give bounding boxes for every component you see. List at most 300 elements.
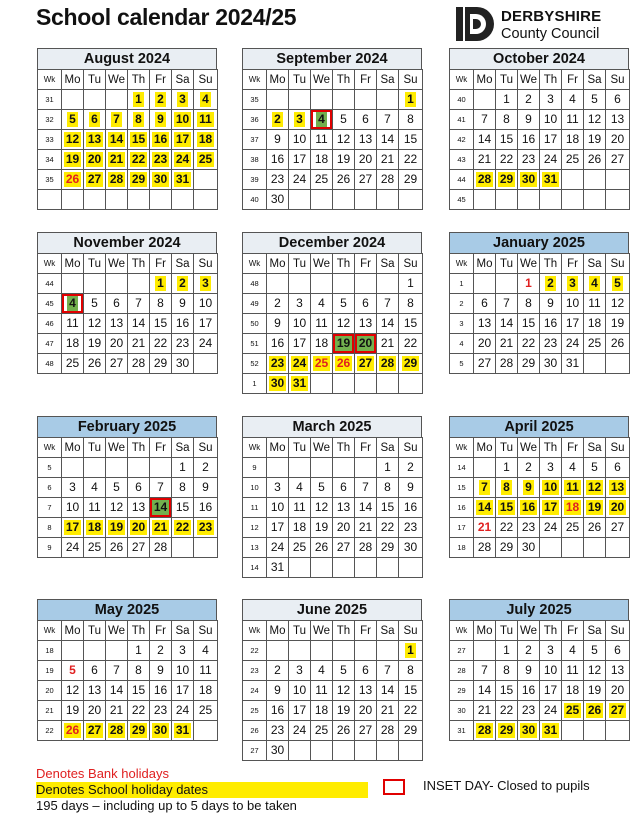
- day-cell: [496, 641, 518, 661]
- day-number: 10: [270, 500, 285, 514]
- week-number: 51: [243, 334, 267, 354]
- day-cell: [62, 274, 84, 294]
- day-number: 1: [157, 276, 164, 290]
- day-cell: [355, 741, 377, 761]
- day-cell: [518, 498, 540, 518]
- day-number: 4: [69, 296, 76, 310]
- day-cell: [562, 170, 584, 190]
- week-row: [450, 661, 630, 681]
- day-header: Wk: [243, 70, 267, 90]
- day-number: 28: [109, 172, 124, 186]
- day-cell: [377, 661, 399, 681]
- day-cell: [377, 130, 399, 150]
- day-cell: [584, 314, 606, 334]
- day-number: 10: [543, 112, 558, 126]
- day-cell: [377, 334, 399, 354]
- day-number: 27: [610, 152, 625, 166]
- day-cell: [194, 518, 218, 538]
- week-row: [450, 458, 630, 478]
- week-row: [38, 538, 218, 558]
- day-number: 11: [315, 683, 328, 697]
- week-number: 4: [450, 334, 474, 354]
- week-row: [450, 721, 630, 741]
- day-cell: [562, 701, 584, 721]
- week-number: 23: [243, 661, 267, 681]
- day-header: Su: [606, 438, 630, 458]
- day-number: 3: [547, 460, 554, 474]
- day-number: 21: [499, 336, 514, 350]
- week-row: [450, 314, 630, 334]
- day-number: 12: [610, 296, 625, 310]
- month-title: March 2025: [242, 416, 422, 437]
- day-header: Th: [540, 438, 562, 458]
- day-number: 9: [157, 112, 164, 126]
- day-cell: [496, 538, 518, 558]
- day-number: 26: [587, 152, 602, 166]
- day-header: Su: [606, 70, 630, 90]
- week-number: 50: [243, 314, 267, 334]
- day-number: 28: [380, 172, 395, 186]
- day-cell: [106, 661, 128, 681]
- day-cell: [267, 110, 289, 130]
- day-cell: [474, 641, 496, 661]
- day-cell: [84, 538, 106, 558]
- day-cell: [518, 518, 540, 538]
- day-number: 18: [292, 520, 307, 534]
- day-cell: [194, 354, 218, 374]
- day-number: 2: [525, 92, 532, 106]
- day-number: 12: [336, 683, 351, 697]
- week-number: 8: [38, 518, 62, 538]
- day-number: 5: [614, 276, 621, 290]
- day-number: 16: [175, 316, 190, 330]
- day-number: 12: [587, 112, 602, 126]
- day-cell: [150, 334, 172, 354]
- day-cell: [399, 661, 423, 681]
- day-number: 15: [175, 500, 190, 514]
- legend-days-count: 195 days – including up to 5 days to be taken: [36, 798, 297, 813]
- day-cell: [496, 661, 518, 681]
- day-number: 29: [499, 540, 514, 554]
- day-cell: [267, 354, 289, 374]
- day-number: 13: [610, 663, 625, 677]
- day-number: 16: [543, 316, 558, 330]
- day-cell: [399, 110, 423, 130]
- day-cell: [194, 150, 218, 170]
- day-cell: [333, 354, 355, 374]
- day-number: 27: [477, 356, 492, 370]
- day-cell: [518, 458, 540, 478]
- day-cell: [518, 538, 540, 558]
- day-number: 26: [587, 520, 602, 534]
- day-number: 26: [587, 703, 602, 717]
- day-cell: [150, 518, 172, 538]
- day-number: 25: [565, 703, 580, 717]
- day-number: 9: [525, 663, 532, 677]
- week-row: [243, 354, 423, 374]
- day-number: 14: [380, 316, 395, 330]
- week-row: [243, 458, 423, 478]
- day-cell: [333, 334, 355, 354]
- day-number: 1: [503, 643, 510, 657]
- day-number: 24: [543, 520, 558, 534]
- day-header: Mo: [267, 621, 289, 641]
- day-number: 13: [610, 112, 625, 126]
- day-cell: [540, 274, 562, 294]
- day-number: 10: [543, 480, 558, 494]
- day-number: 25: [65, 356, 80, 370]
- day-number: 9: [274, 683, 281, 697]
- day-header: Tu: [496, 621, 518, 641]
- week-number: 6: [38, 478, 62, 498]
- day-number: 6: [91, 663, 98, 677]
- day-cell: [606, 641, 630, 661]
- day-number: 24: [543, 703, 558, 717]
- day-number: 23: [403, 520, 418, 534]
- day-cell: [150, 90, 172, 110]
- day-cell: [333, 641, 355, 661]
- day-number: 21: [477, 520, 492, 534]
- day-number: 27: [336, 540, 351, 554]
- week-row: [450, 170, 630, 190]
- day-number: 10: [565, 296, 580, 310]
- day-cell: [194, 498, 218, 518]
- day-cell: [606, 294, 630, 314]
- day-header: Fr: [355, 70, 377, 90]
- day-number: 10: [292, 683, 307, 697]
- week-row: [243, 681, 423, 701]
- day-cell: [194, 130, 218, 150]
- day-cell: [106, 130, 128, 150]
- day-number: 29: [499, 172, 514, 186]
- day-number: 12: [65, 132, 80, 146]
- day-number: 31: [565, 356, 580, 370]
- day-cell: [399, 641, 423, 661]
- day-cell: [584, 110, 606, 130]
- day-cell: [289, 661, 311, 681]
- day-number: 4: [569, 643, 576, 657]
- day-cell: [399, 314, 423, 334]
- day-number: 16: [521, 500, 536, 514]
- day-cell: [584, 334, 606, 354]
- day-number: 24: [292, 172, 307, 186]
- day-number: 25: [314, 356, 329, 370]
- day-number: 16: [270, 152, 285, 166]
- day-number: 1: [525, 276, 532, 290]
- day-number: 8: [503, 663, 510, 677]
- day-cell: [355, 130, 377, 150]
- day-number: 21: [477, 703, 492, 717]
- day-number: 19: [610, 316, 625, 330]
- day-cell: [399, 334, 423, 354]
- day-number: 5: [340, 112, 347, 126]
- day-cell: [562, 190, 584, 210]
- day-number: 6: [362, 112, 369, 126]
- day-number: 8: [157, 296, 164, 310]
- day-cell: [584, 130, 606, 150]
- day-header: Su: [399, 254, 423, 274]
- day-header: Wk: [243, 621, 267, 641]
- day-number: 20: [109, 336, 124, 350]
- day-header: Wk: [450, 438, 474, 458]
- day-cell: [474, 538, 496, 558]
- month-table: [37, 437, 218, 558]
- day-cell: [84, 314, 106, 334]
- week-number: 26: [243, 721, 267, 741]
- day-number: 10: [65, 500, 80, 514]
- day-cell: [62, 701, 84, 721]
- day-number: 7: [362, 480, 369, 494]
- day-number: 16: [521, 132, 536, 146]
- day-cell: [128, 641, 150, 661]
- day-cell: [62, 190, 84, 210]
- month-0: [37, 48, 217, 210]
- day-cell: [333, 110, 355, 130]
- day-number: 17: [175, 683, 190, 697]
- week-row: [450, 334, 630, 354]
- day-header: Th: [540, 254, 562, 274]
- day-number: 24: [543, 152, 558, 166]
- day-number: 10: [198, 296, 213, 310]
- day-cell: [128, 538, 150, 558]
- day-cell: [584, 701, 606, 721]
- week-row: [450, 190, 630, 210]
- day-number: 13: [336, 500, 351, 514]
- day-cell: [606, 498, 630, 518]
- week-row: [243, 334, 423, 354]
- week-number: 14: [243, 558, 267, 578]
- day-header: Fr: [562, 438, 584, 458]
- day-cell: [194, 334, 218, 354]
- day-cell: [172, 354, 194, 374]
- week-number: 31: [38, 90, 62, 110]
- day-cell: [267, 721, 289, 741]
- day-cell: [333, 558, 355, 578]
- day-number: 8: [503, 112, 510, 126]
- day-cell: [333, 661, 355, 681]
- day-cell: [584, 294, 606, 314]
- day-cell: [496, 498, 518, 518]
- day-number: 23: [521, 152, 536, 166]
- day-cell: [333, 741, 355, 761]
- day-cell: [606, 334, 630, 354]
- day-cell: [267, 150, 289, 170]
- day-number: 30: [521, 723, 536, 737]
- day-cell: [106, 538, 128, 558]
- day-cell: [355, 458, 377, 478]
- day-number: 27: [87, 172, 102, 186]
- week-row: [450, 354, 630, 374]
- day-cell: [150, 701, 172, 721]
- day-cell: [606, 538, 630, 558]
- day-number: 20: [131, 520, 146, 534]
- week-row: [243, 130, 423, 150]
- day-number: 19: [336, 152, 351, 166]
- day-cell: [540, 294, 562, 314]
- day-number: 7: [481, 480, 488, 494]
- day-header: Fr: [562, 621, 584, 641]
- day-cell: [311, 274, 333, 294]
- day-number: 6: [113, 296, 120, 310]
- day-cell: [333, 190, 355, 210]
- week-number: 27: [243, 741, 267, 761]
- day-number: 21: [380, 336, 395, 350]
- day-cell: [106, 498, 128, 518]
- day-number: 18: [565, 683, 580, 697]
- day-header: We: [106, 254, 128, 274]
- week-number: 38: [243, 150, 267, 170]
- week-number: 16: [450, 498, 474, 518]
- day-number: 2: [274, 296, 281, 310]
- day-cell: [518, 314, 540, 334]
- week-row: [450, 130, 630, 150]
- day-cell: [399, 518, 423, 538]
- day-number: 18: [587, 316, 602, 330]
- day-number: 24: [198, 336, 213, 350]
- day-cell: [62, 334, 84, 354]
- day-cell: [289, 294, 311, 314]
- week-number: 10: [243, 478, 267, 498]
- day-cell: [540, 721, 562, 741]
- day-number: 15: [499, 132, 514, 146]
- day-number: 28: [109, 723, 124, 737]
- day-number: 19: [65, 703, 80, 717]
- day-cell: [377, 90, 399, 110]
- day-cell: [289, 518, 311, 538]
- day-cell: [377, 294, 399, 314]
- week-number: 5: [450, 354, 474, 374]
- day-cell: [518, 681, 540, 701]
- day-number: 4: [318, 663, 325, 677]
- day-cell: [172, 701, 194, 721]
- day-cell: [172, 498, 194, 518]
- week-row: [450, 538, 630, 558]
- day-header: We: [518, 254, 540, 274]
- month-table: [37, 253, 218, 374]
- day-cell: [584, 721, 606, 741]
- day-number: 30: [175, 356, 190, 370]
- day-cell: [518, 190, 540, 210]
- logo-line-1: DERBYSHIRE: [501, 8, 602, 25]
- day-cell: [355, 701, 377, 721]
- day-header: Fr: [355, 621, 377, 641]
- day-cell: [62, 478, 84, 498]
- day-cell: [377, 274, 399, 294]
- week-row: [243, 170, 423, 190]
- day-header: Th: [540, 70, 562, 90]
- week-row: [450, 681, 630, 701]
- day-cell: [562, 661, 584, 681]
- day-cell: [562, 274, 584, 294]
- day-cell: [62, 110, 84, 130]
- day-number: 26: [65, 172, 80, 186]
- day-cell: [606, 110, 630, 130]
- day-cell: [518, 661, 540, 681]
- day-number: 7: [157, 480, 164, 494]
- day-cell: [194, 661, 218, 681]
- day-number: 6: [614, 92, 621, 106]
- day-number: 13: [477, 316, 492, 330]
- day-number: 11: [566, 663, 579, 677]
- day-cell: [84, 681, 106, 701]
- day-number: 6: [91, 112, 98, 126]
- day-number: 30: [270, 743, 285, 757]
- day-cell: [377, 681, 399, 701]
- week-number: 27: [450, 641, 474, 661]
- day-number: 14: [380, 132, 395, 146]
- day-header: Mo: [474, 70, 496, 90]
- day-header: We: [311, 254, 333, 274]
- legend-inset-day: [383, 778, 590, 795]
- month-8: [449, 416, 629, 558]
- day-number: 6: [481, 296, 488, 310]
- day-number: 22: [380, 520, 395, 534]
- day-cell: [496, 170, 518, 190]
- day-number: 17: [175, 132, 190, 146]
- day-number: 14: [477, 683, 492, 697]
- day-cell: [584, 354, 606, 374]
- week-number: 3: [450, 314, 474, 334]
- day-header: Sa: [172, 621, 194, 641]
- day-number: 29: [131, 723, 146, 737]
- day-header: Sa: [377, 621, 399, 641]
- day-cell: [311, 314, 333, 334]
- day-cell: [518, 274, 540, 294]
- day-number: 21: [380, 703, 395, 717]
- day-cell: [62, 314, 84, 334]
- week-row: [38, 170, 218, 190]
- week-row: [38, 498, 218, 518]
- day-header: Fr: [355, 438, 377, 458]
- day-number: 21: [380, 152, 395, 166]
- day-number: 9: [274, 132, 281, 146]
- day-cell: [194, 170, 218, 190]
- day-cell: [289, 190, 311, 210]
- day-cell: [128, 721, 150, 741]
- day-number: 22: [403, 336, 418, 350]
- day-number: 31: [270, 560, 285, 574]
- day-cell: [289, 110, 311, 130]
- day-cell: [150, 170, 172, 190]
- day-cell: [289, 130, 311, 150]
- day-cell: [377, 721, 399, 741]
- week-number: 2: [450, 294, 474, 314]
- day-cell: [333, 538, 355, 558]
- day-number: 18: [314, 703, 329, 717]
- day-number: 15: [521, 316, 536, 330]
- day-cell: [562, 721, 584, 741]
- month-table: [449, 69, 630, 210]
- day-header: Tu: [84, 621, 106, 641]
- day-number: 22: [131, 703, 146, 717]
- day-number: 20: [477, 336, 492, 350]
- day-cell: [172, 274, 194, 294]
- day-cell: [540, 130, 562, 150]
- day-number: 20: [358, 703, 373, 717]
- week-number: 21: [38, 701, 62, 721]
- derbyshire-logo-icon: [455, 5, 495, 45]
- day-number: 7: [481, 112, 488, 126]
- day-cell: [267, 294, 289, 314]
- day-cell: [540, 518, 562, 538]
- day-number: 29: [499, 723, 514, 737]
- day-number: 11: [88, 500, 101, 514]
- day-cell: [606, 721, 630, 741]
- day-number: 7: [135, 296, 142, 310]
- day-cell: [399, 130, 423, 150]
- day-number: 17: [198, 316, 213, 330]
- day-number: 11: [315, 316, 328, 330]
